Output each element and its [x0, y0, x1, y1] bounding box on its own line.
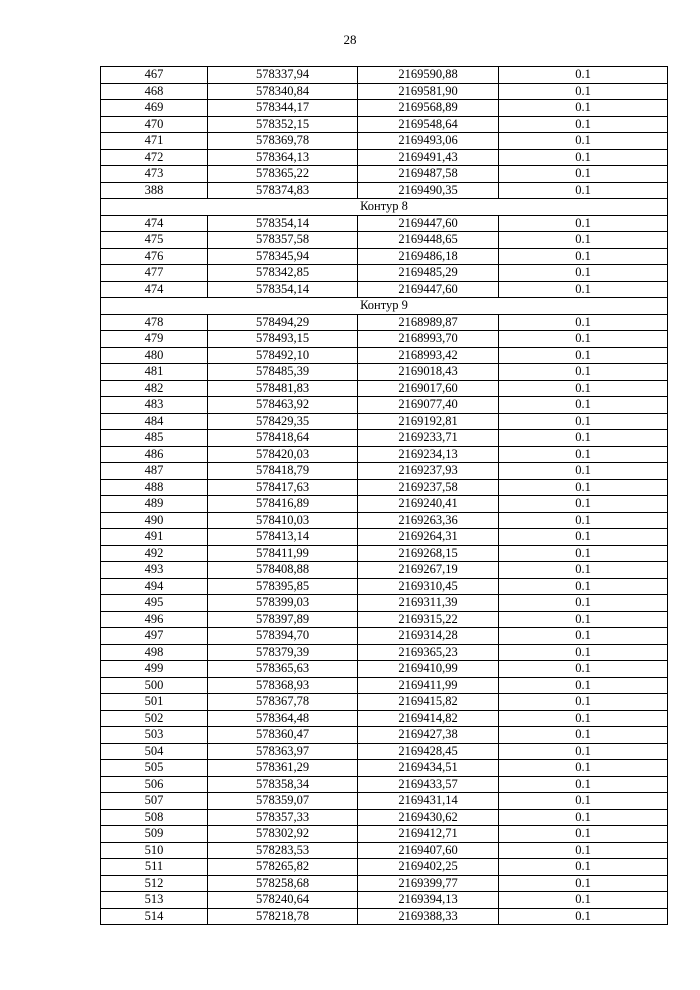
y-coordinate-cell: 2169427,38	[358, 727, 499, 744]
y-coordinate-cell: 2169402,25	[358, 859, 499, 876]
x-coordinate-cell: 578364,48	[208, 710, 358, 727]
y-coordinate-cell: 2169431,14	[358, 793, 499, 810]
y-coordinate-cell: 2169315,22	[358, 611, 499, 628]
y-coordinate-cell: 2169237,93	[358, 463, 499, 480]
y-coordinate-cell: 2169388,33	[358, 908, 499, 925]
contour-header-row	[101, 298, 668, 315]
x-coordinate-cell: 578258,68	[208, 875, 358, 892]
table-row	[101, 743, 668, 760]
y-coordinate-cell: 2169412,71	[358, 826, 499, 843]
table-row	[101, 908, 668, 925]
y-coordinate-cell: 2169311,39	[358, 595, 499, 612]
x-coordinate-cell: 578364,13	[208, 149, 358, 166]
point-number-cell: 491	[101, 529, 208, 546]
x-coordinate-cell: 578492,10	[208, 347, 358, 364]
x-coordinate-cell: 578345,94	[208, 248, 358, 265]
x-coordinate-cell: 578395,85	[208, 578, 358, 595]
accuracy-cell: 0.1	[499, 727, 668, 744]
point-number-cell: 492	[101, 545, 208, 562]
accuracy-cell: 0.1	[499, 892, 668, 909]
y-coordinate-cell: 2169485,29	[358, 265, 499, 282]
x-coordinate-cell: 578365,63	[208, 661, 358, 678]
point-number-cell: 507	[101, 793, 208, 810]
point-number-cell: 494	[101, 578, 208, 595]
x-coordinate-cell: 578417,63	[208, 479, 358, 496]
accuracy-cell: 0.1	[499, 100, 668, 117]
accuracy-cell: 0.1	[499, 760, 668, 777]
table-row	[101, 694, 668, 711]
accuracy-cell: 0.1	[499, 430, 668, 447]
accuracy-cell: 0.1	[499, 793, 668, 810]
accuracy-cell: 0.1	[499, 413, 668, 430]
accuracy-cell: 0.1	[499, 479, 668, 496]
accuracy-cell: 0.1	[499, 232, 668, 249]
x-coordinate-cell: 578399,03	[208, 595, 358, 612]
table-row	[101, 809, 668, 826]
accuracy-cell: 0.1	[499, 496, 668, 513]
accuracy-cell: 0.1	[499, 364, 668, 381]
table-row	[101, 760, 668, 777]
point-number-cell: 468	[101, 83, 208, 100]
x-coordinate-cell: 578394,70	[208, 628, 358, 645]
accuracy-cell: 0.1	[499, 595, 668, 612]
contour-header-label: Контур 8	[101, 199, 668, 216]
accuracy-cell: 0.1	[499, 545, 668, 562]
x-coordinate-cell: 578360,47	[208, 727, 358, 744]
x-coordinate-cell: 578481,83	[208, 380, 358, 397]
accuracy-cell: 0.1	[499, 776, 668, 793]
accuracy-cell: 0.1	[499, 628, 668, 645]
point-number-cell: 471	[101, 133, 208, 150]
x-coordinate-cell: 578354,14	[208, 215, 358, 232]
y-coordinate-cell: 2169434,51	[358, 760, 499, 777]
table-row	[101, 875, 668, 892]
table-row	[101, 628, 668, 645]
accuracy-cell: 0.1	[499, 397, 668, 414]
y-coordinate-cell: 2169310,45	[358, 578, 499, 595]
point-number-cell: 475	[101, 232, 208, 249]
point-number-cell: 509	[101, 826, 208, 843]
y-coordinate-cell: 2169415,82	[358, 694, 499, 711]
table-row	[101, 661, 668, 678]
table-row	[101, 100, 668, 117]
x-coordinate-cell: 578418,79	[208, 463, 358, 480]
y-coordinate-cell: 2169433,57	[358, 776, 499, 793]
y-coordinate-cell: 2169268,15	[358, 545, 499, 562]
point-number-cell: 487	[101, 463, 208, 480]
y-coordinate-cell: 2169581,90	[358, 83, 499, 100]
accuracy-cell: 0.1	[499, 842, 668, 859]
x-coordinate-cell: 578283,53	[208, 842, 358, 859]
x-coordinate-cell: 578340,84	[208, 83, 358, 100]
y-coordinate-cell: 2169077,40	[358, 397, 499, 414]
table-row	[101, 281, 668, 298]
contour-header-row	[101, 199, 668, 216]
point-number-cell: 506	[101, 776, 208, 793]
table-row	[101, 859, 668, 876]
accuracy-cell: 0.1	[499, 116, 668, 133]
point-number-cell: 476	[101, 248, 208, 265]
table-row	[101, 512, 668, 529]
table-row	[101, 595, 668, 612]
table-row	[101, 776, 668, 793]
x-coordinate-cell: 578357,33	[208, 809, 358, 826]
point-number-cell: 510	[101, 842, 208, 859]
y-coordinate-cell: 2169017,60	[358, 380, 499, 397]
accuracy-cell: 0.1	[499, 67, 668, 84]
table-row	[101, 578, 668, 595]
point-number-cell: 508	[101, 809, 208, 826]
y-coordinate-cell: 2169548,64	[358, 116, 499, 133]
table-row	[101, 430, 668, 447]
contour-header-label: Контур 9	[101, 298, 668, 315]
table-row	[101, 710, 668, 727]
table-row	[101, 397, 668, 414]
point-number-cell: 486	[101, 446, 208, 463]
accuracy-cell: 0.1	[499, 908, 668, 925]
y-coordinate-cell: 2169447,60	[358, 215, 499, 232]
accuracy-cell: 0.1	[499, 512, 668, 529]
accuracy-cell: 0.1	[499, 166, 668, 183]
table-row	[101, 248, 668, 265]
table-row	[101, 562, 668, 579]
x-coordinate-cell: 578358,34	[208, 776, 358, 793]
y-coordinate-cell: 2169430,62	[358, 809, 499, 826]
y-coordinate-cell: 2169407,60	[358, 842, 499, 859]
x-coordinate-cell: 578379,39	[208, 644, 358, 661]
point-number-cell: 485	[101, 430, 208, 447]
y-coordinate-cell: 2169264,31	[358, 529, 499, 546]
table-row	[101, 83, 668, 100]
y-coordinate-cell: 2168989,87	[358, 314, 499, 331]
y-coordinate-cell: 2169399,77	[358, 875, 499, 892]
point-number-cell: 470	[101, 116, 208, 133]
accuracy-cell: 0.1	[499, 562, 668, 579]
point-number-cell: 490	[101, 512, 208, 529]
accuracy-cell: 0.1	[499, 347, 668, 364]
point-number-cell: 512	[101, 875, 208, 892]
table-row	[101, 116, 668, 133]
y-coordinate-cell: 2169493,06	[358, 133, 499, 150]
table-row	[101, 380, 668, 397]
y-coordinate-cell: 2168993,70	[358, 331, 499, 348]
table-row	[101, 215, 668, 232]
y-coordinate-cell: 2168993,42	[358, 347, 499, 364]
accuracy-cell: 0.1	[499, 380, 668, 397]
y-coordinate-cell: 2169411,99	[358, 677, 499, 694]
accuracy-cell: 0.1	[499, 677, 668, 694]
x-coordinate-cell: 578265,82	[208, 859, 358, 876]
point-number-cell: 503	[101, 727, 208, 744]
y-coordinate-cell: 2169491,43	[358, 149, 499, 166]
y-coordinate-cell: 2169414,82	[358, 710, 499, 727]
x-coordinate-cell: 578302,92	[208, 826, 358, 843]
y-coordinate-cell: 2169486,18	[358, 248, 499, 265]
table-row	[101, 314, 668, 331]
y-coordinate-cell: 2169234,13	[358, 446, 499, 463]
coordinates-table-body	[101, 67, 668, 925]
x-coordinate-cell: 578359,07	[208, 793, 358, 810]
accuracy-cell: 0.1	[499, 809, 668, 826]
point-number-cell: 497	[101, 628, 208, 645]
point-number-cell: 483	[101, 397, 208, 414]
y-coordinate-cell: 2169490,35	[358, 182, 499, 199]
table-row	[101, 364, 668, 381]
table-row	[101, 133, 668, 150]
x-coordinate-cell: 578357,58	[208, 232, 358, 249]
x-coordinate-cell: 578420,03	[208, 446, 358, 463]
point-number-cell: 473	[101, 166, 208, 183]
y-coordinate-cell: 2169314,28	[358, 628, 499, 645]
table-row	[101, 677, 668, 694]
point-number-cell: 481	[101, 364, 208, 381]
accuracy-cell: 0.1	[499, 661, 668, 678]
accuracy-cell: 0.1	[499, 463, 668, 480]
x-coordinate-cell: 578494,29	[208, 314, 358, 331]
x-coordinate-cell: 578337,94	[208, 67, 358, 84]
point-number-cell: 469	[101, 100, 208, 117]
y-coordinate-cell: 2169394,13	[358, 892, 499, 909]
accuracy-cell: 0.1	[499, 743, 668, 760]
x-coordinate-cell: 578485,39	[208, 364, 358, 381]
y-coordinate-cell: 2169568,89	[358, 100, 499, 117]
table-row	[101, 413, 668, 430]
x-coordinate-cell: 578240,64	[208, 892, 358, 909]
y-coordinate-cell: 2169267,19	[358, 562, 499, 579]
point-number-cell: 477	[101, 265, 208, 282]
table-row	[101, 727, 668, 744]
accuracy-cell: 0.1	[499, 859, 668, 876]
x-coordinate-cell: 578218,78	[208, 908, 358, 925]
point-number-cell: 472	[101, 149, 208, 166]
x-coordinate-cell: 578365,22	[208, 166, 358, 183]
accuracy-cell: 0.1	[499, 83, 668, 100]
x-coordinate-cell: 578342,85	[208, 265, 358, 282]
point-number-cell: 514	[101, 908, 208, 925]
table-row	[101, 182, 668, 199]
x-coordinate-cell: 578368,93	[208, 677, 358, 694]
table-row	[101, 644, 668, 661]
point-number-cell: 498	[101, 644, 208, 661]
accuracy-cell: 0.1	[499, 611, 668, 628]
point-number-cell: 513	[101, 892, 208, 909]
table-row	[101, 793, 668, 810]
table-row	[101, 347, 668, 364]
table-row	[101, 166, 668, 183]
y-coordinate-cell: 2169447,60	[358, 281, 499, 298]
point-number-cell: 505	[101, 760, 208, 777]
x-coordinate-cell: 578418,64	[208, 430, 358, 447]
x-coordinate-cell: 578408,88	[208, 562, 358, 579]
point-number-cell: 501	[101, 694, 208, 711]
accuracy-cell: 0.1	[499, 710, 668, 727]
x-coordinate-cell: 578413,14	[208, 529, 358, 546]
x-coordinate-cell: 578369,78	[208, 133, 358, 150]
x-coordinate-cell: 578367,78	[208, 694, 358, 711]
accuracy-cell: 0.1	[499, 265, 668, 282]
x-coordinate-cell: 578411,99	[208, 545, 358, 562]
accuracy-cell: 0.1	[499, 644, 668, 661]
point-number-cell: 474	[101, 281, 208, 298]
table-row	[101, 529, 668, 546]
point-number-cell: 488	[101, 479, 208, 496]
x-coordinate-cell: 578416,89	[208, 496, 358, 513]
point-number-cell: 493	[101, 562, 208, 579]
accuracy-cell: 0.1	[499, 331, 668, 348]
x-coordinate-cell: 578361,29	[208, 760, 358, 777]
accuracy-cell: 0.1	[499, 182, 668, 199]
x-coordinate-cell: 578344,17	[208, 100, 358, 117]
y-coordinate-cell: 2169428,45	[358, 743, 499, 760]
x-coordinate-cell: 578352,15	[208, 116, 358, 133]
point-number-cell: 388	[101, 182, 208, 199]
accuracy-cell: 0.1	[499, 281, 668, 298]
accuracy-cell: 0.1	[499, 694, 668, 711]
table-row	[101, 67, 668, 84]
table-row	[101, 232, 668, 249]
y-coordinate-cell: 2169487,58	[358, 166, 499, 183]
table-row	[101, 463, 668, 480]
table-row	[101, 611, 668, 628]
page-number: 28	[343, 32, 357, 47]
point-number-cell: 480	[101, 347, 208, 364]
x-coordinate-cell: 578429,35	[208, 413, 358, 430]
x-coordinate-cell: 578374,83	[208, 182, 358, 199]
accuracy-cell: 0.1	[499, 446, 668, 463]
point-number-cell: 499	[101, 661, 208, 678]
accuracy-cell: 0.1	[499, 248, 668, 265]
table-row	[101, 331, 668, 348]
accuracy-cell: 0.1	[499, 529, 668, 546]
x-coordinate-cell: 578410,03	[208, 512, 358, 529]
table-row	[101, 446, 668, 463]
point-number-cell: 489	[101, 496, 208, 513]
point-number-cell: 482	[101, 380, 208, 397]
y-coordinate-cell: 2169240,41	[358, 496, 499, 513]
accuracy-cell: 0.1	[499, 578, 668, 595]
table-row	[101, 892, 668, 909]
table-row	[101, 149, 668, 166]
table-row	[101, 545, 668, 562]
point-number-cell: 484	[101, 413, 208, 430]
table-row	[101, 842, 668, 859]
point-number-cell: 478	[101, 314, 208, 331]
x-coordinate-cell: 578493,15	[208, 331, 358, 348]
accuracy-cell: 0.1	[499, 149, 668, 166]
y-coordinate-cell: 2169263,36	[358, 512, 499, 529]
point-number-cell: 474	[101, 215, 208, 232]
accuracy-cell: 0.1	[499, 314, 668, 331]
accuracy-cell: 0.1	[499, 215, 668, 232]
y-coordinate-cell: 2169590,88	[358, 67, 499, 84]
y-coordinate-cell: 2169233,71	[358, 430, 499, 447]
y-coordinate-cell: 2169448,65	[358, 232, 499, 249]
coordinates-table	[100, 66, 668, 925]
table-row	[101, 265, 668, 282]
y-coordinate-cell: 2169410,99	[358, 661, 499, 678]
y-coordinate-cell: 2169018,43	[358, 364, 499, 381]
point-number-cell: 502	[101, 710, 208, 727]
accuracy-cell: 0.1	[499, 875, 668, 892]
x-coordinate-cell: 578363,97	[208, 743, 358, 760]
y-coordinate-cell: 2169365,23	[358, 644, 499, 661]
x-coordinate-cell: 578397,89	[208, 611, 358, 628]
point-number-cell: 504	[101, 743, 208, 760]
point-number-cell: 500	[101, 677, 208, 694]
point-number-cell: 479	[101, 331, 208, 348]
point-number-cell: 495	[101, 595, 208, 612]
point-number-cell: 496	[101, 611, 208, 628]
table-row	[101, 479, 668, 496]
point-number-cell: 511	[101, 859, 208, 876]
point-number-cell: 467	[101, 67, 208, 84]
accuracy-cell: 0.1	[499, 133, 668, 150]
accuracy-cell: 0.1	[499, 826, 668, 843]
y-coordinate-cell: 2169192,81	[358, 413, 499, 430]
y-coordinate-cell: 2169237,58	[358, 479, 499, 496]
x-coordinate-cell: 578463,92	[208, 397, 358, 414]
table-row	[101, 496, 668, 513]
x-coordinate-cell: 578354,14	[208, 281, 358, 298]
table-row	[101, 826, 668, 843]
